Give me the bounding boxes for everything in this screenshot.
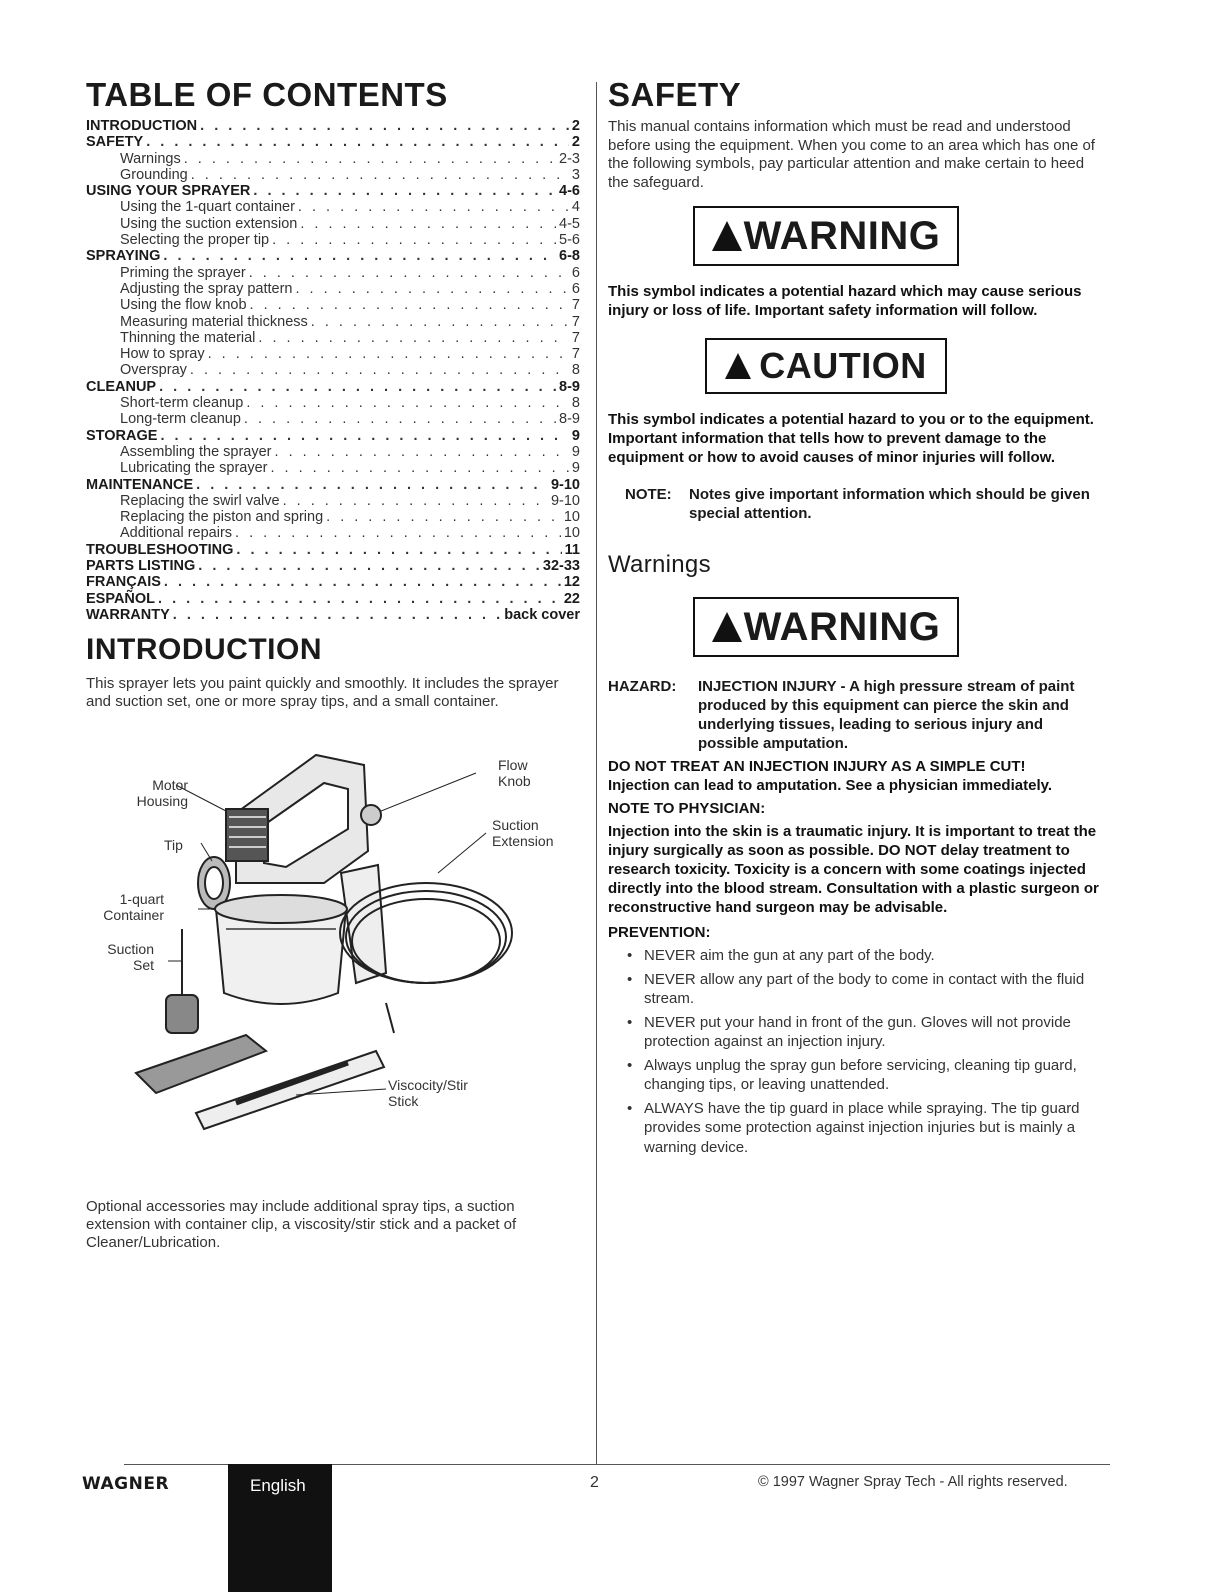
toc-entry-title: Grounding [120, 166, 188, 183]
toc-entry-page: 4-6 [559, 183, 580, 200]
toc-leader-dots [163, 248, 556, 264]
injection-text: Injection can lead to amputation. See a physician immediately. [608, 777, 1053, 794]
toc-leader-dots [298, 199, 569, 215]
toc-entry-title: Using the suction extension [120, 215, 298, 232]
toc-entry-page: 7 [571, 329, 580, 346]
toc-entry-page: 9 [571, 427, 580, 444]
container-label: 1-quart Container [103, 891, 164, 924]
note-block [608, 485, 1108, 523]
toc-entry-title: Measuring material thickness [120, 313, 308, 330]
toc-leader-dots [200, 118, 569, 134]
toc-leader-dots [311, 314, 569, 330]
caution-triangle-icon [725, 353, 751, 379]
toc-entry [86, 167, 580, 183]
toc-entry-title: Priming the sprayer [120, 264, 246, 281]
toc-entry-title: WARRANTY [86, 606, 170, 623]
toc-entry [86, 444, 580, 460]
warning-sign-label: WARNING [743, 213, 941, 258]
toc-entry-page: 9-10 [550, 476, 580, 493]
list-item: • Always unplug the spray gun before servicing, cleaning tip guard, changing tips, or leaving unattended. [624, 1056, 1108, 1095]
toc-entry-title: Replacing the piston and spring [120, 509, 324, 526]
toc-entry-page: 9 [571, 443, 580, 460]
hazard-block [608, 677, 1108, 753]
toc-leader-dots [190, 362, 569, 378]
toc-entry [86, 248, 580, 264]
prevention-list [608, 946, 1108, 1157]
right-column [608, 76, 1108, 1161]
toc-entry-title: INTRODUCTION [86, 118, 198, 134]
caution-sign [705, 338, 947, 394]
safety-title: SAFETY [608, 76, 742, 113]
warning-triangle-icon [712, 221, 742, 251]
copyright-text: © 1997 Wagner Spray Tech - All rights reserved. [758, 1474, 1068, 1490]
list-item: • ALWAYS have the tip guard in place while spraying. The tip guard provides some protection against injection injuries but is mainly a warning device. [624, 1099, 1108, 1158]
toc-entry-title: Thinning the material [120, 329, 256, 346]
toc-leader-dots [208, 346, 569, 362]
note-label: NOTE: [625, 486, 672, 503]
toc-leader-dots [159, 379, 556, 395]
toc-entry [86, 591, 580, 607]
toc-leader-dots [253, 183, 556, 199]
toc-leader-dots [235, 525, 561, 541]
toc-entry [86, 330, 580, 346]
toc-leader-dots [283, 493, 548, 509]
toc-leader-dots [236, 542, 561, 558]
toc-entry [86, 525, 580, 541]
toc-entry [86, 297, 580, 313]
warning-sign [693, 206, 959, 266]
hazard-text: INJECTION INJURY - A high pressure stream of paint produced by this equipment can pierce the skin and underlying tissues, leading to serious injury and possible amputation. [698, 678, 1075, 752]
toc-entry-page: 7 [571, 297, 580, 314]
toc-entry-page: 6 [571, 264, 580, 281]
toc-leader-dots [198, 558, 540, 574]
toc-entry [86, 428, 580, 444]
toc-entry-page: 3 [571, 166, 580, 183]
toc-leader-dots [250, 297, 569, 313]
toc-entry-title: FRANÇAIS [86, 574, 161, 591]
toc-entry [86, 460, 580, 476]
prevention-label: PREVENTION: [608, 924, 711, 941]
toc-entry-title: How to spray [120, 346, 205, 363]
toc-entry [86, 411, 580, 427]
toc-entry-page: 7 [571, 313, 580, 330]
toc-entry-page: 2 [571, 118, 580, 134]
toc-entry-title: Long-term cleanup [120, 411, 241, 428]
warning-triangle-icon [712, 612, 742, 642]
toc-entry-page: 4 [571, 199, 580, 216]
do-not-treat-text: DO NOT TREAT AN INJECTION INJURY AS A SIMPLE CUT! [608, 758, 1026, 775]
introduction-title: INTRODUCTION [86, 633, 322, 667]
toc-entry-title: USING YOUR SPRAYER [86, 183, 251, 200]
list-item: • NEVER allow any part of the body to come in contact with the fluid stream. [624, 970, 1108, 1009]
toc-leader-dots [300, 216, 556, 232]
toc-entry [86, 477, 580, 493]
toc-leader-dots [272, 232, 556, 248]
toc-entry-title: Short-term cleanup [120, 395, 244, 412]
toc-entry-page: 2-3 [559, 150, 580, 167]
stir-stick-label: Viscocity/Stir Stick [388, 1077, 468, 1110]
tip-label: Tip [164, 837, 183, 854]
warnings-title: Warnings [608, 551, 711, 578]
motor-housing-label: Motor Housing [136, 777, 188, 810]
toc-entry [86, 379, 580, 395]
toc-leader-dots [244, 411, 556, 427]
caution-description: This symbol indicates a potential hazard to you or to the equipment. Important information that tells how to prevent damage to the equipment or how to avoid causes of minor injuries will follow. [608, 411, 1094, 466]
toc-entry [86, 314, 580, 330]
toc-entry-title: Selecting the proper tip [120, 232, 270, 249]
toc-entry [86, 558, 580, 574]
toc-entry-page: 5-6 [559, 232, 580, 249]
toc-leader-dots [271, 460, 569, 476]
toc-title: TABLE OF CONTENTS [86, 76, 448, 113]
toc-entry-page: 10 [563, 509, 580, 526]
toc-entry-title: Warnings [120, 150, 181, 167]
toc-leader-dots [164, 574, 561, 590]
list-item: • NEVER aim the gun at any part of the body. [624, 946, 1108, 966]
toc-entry [86, 151, 580, 167]
toc-entry-page: 8-9 [559, 411, 580, 428]
toc-leader-dots [258, 330, 569, 346]
safety-intro-text: This manual contains information which must be read and understood before using the equipment. When you come to an area which has one of the following symbols, pay particular attention and make certain to heed the safeguard. [608, 118, 1095, 191]
page-number: 2 [590, 1474, 599, 1491]
toc-entry-page: 6 [571, 280, 580, 297]
toc-entry-title: CLEANUP [86, 378, 157, 395]
toc-entry [86, 216, 580, 232]
toc-entry-page: 2 [571, 134, 580, 151]
toc-entry [86, 346, 580, 362]
toc-entry-page: 8-9 [559, 378, 580, 395]
toc-entry [86, 199, 580, 215]
toc-entry [86, 607, 580, 623]
optional-accessories-text: Optional accessories may include additional spray tips, a suction extension with container clip, a viscosity/stir stick and a packet of Cleaner/Lubrication. [86, 1198, 517, 1251]
warning-sign-2 [693, 597, 959, 657]
toc-leader-dots [158, 591, 561, 607]
toc-entry-page: 9 [571, 460, 580, 477]
toc-entry-page: back cover [504, 606, 580, 623]
toc-entry-title: Replacing the swirl valve [120, 492, 280, 509]
toc-entry-title: ESPAÑOL [86, 590, 156, 607]
list-item: • NEVER put your hand in front of the gun. Gloves will not provide protection against an injection injury. [624, 1013, 1108, 1052]
toc-entry-title: PARTS LISTING [86, 558, 196, 575]
toc-entry-title: Overspray [120, 362, 187, 379]
toc-entry-title: Lubricating the sprayer [120, 460, 268, 477]
toc-entry-page: 22 [563, 590, 580, 607]
wagner-logo [82, 1474, 169, 1494]
toc-entry-title: Assembling the sprayer [120, 443, 272, 460]
toc-entry [86, 395, 580, 411]
toc-entry-title: MAINTENANCE [86, 476, 194, 493]
toc-entry-page: 8 [571, 362, 580, 379]
toc-leader-dots [146, 134, 569, 150]
sprayer-illustration [86, 733, 580, 1153]
toc-entry-title: SAFETY [86, 134, 144, 151]
toc-entry-page: 32-33 [542, 558, 580, 575]
language-tab-label: English [250, 1476, 306, 1495]
table-of-contents [86, 118, 580, 623]
toc-entry [86, 493, 580, 509]
physician-text: Injection into the skin is a traumatic injury. It is important to treat the injury surgically as soon as possible. DO NOT delay treatment to research toxicity. Toxicity is a concern with some coatings injected directly into the blood stream. Consultation with a plastic surgeon or reconstructive hand surgeon may be advisable. [608, 823, 1099, 916]
toc-entry [86, 542, 580, 558]
warning-sign-2-label: WARNING [743, 604, 941, 649]
toc-entry-page: 4-5 [559, 215, 580, 232]
toc-leader-dots [196, 477, 548, 493]
toc-leader-dots [275, 444, 569, 460]
toc-entry [86, 183, 580, 199]
toc-leader-dots [246, 395, 569, 411]
toc-leader-dots [326, 509, 561, 525]
toc-entry-title: Adjusting the spray pattern [120, 280, 293, 297]
note-to-physician-label: NOTE TO PHYSICIAN: [608, 800, 766, 817]
brand-name: WAGNER [82, 1474, 170, 1494]
suction-set-label: Suction Set [107, 941, 154, 974]
toc-entry-page: 12 [563, 574, 580, 591]
caution-sign-label: CAUTION [759, 345, 927, 386]
toc-entry-title: Additional repairs [120, 525, 233, 542]
toc-entry [86, 232, 580, 248]
toc-entry [86, 118, 580, 134]
note-text: Notes give important information which should be given special attention. [689, 486, 1090, 522]
toc-entry-title: Using the 1-quart container [120, 199, 295, 216]
toc-entry [86, 265, 580, 281]
toc-entry-page: 6-8 [559, 248, 580, 265]
hazard-label: HAZARD: [608, 678, 677, 695]
toc-entry [86, 281, 580, 297]
toc-entry-page: 7 [571, 346, 580, 363]
toc-leader-dots [296, 281, 569, 297]
toc-entry [86, 509, 580, 525]
toc-entry-title: STORAGE [86, 427, 158, 444]
toc-entry-title: Using the flow knob [120, 297, 247, 314]
toc-entry-page: 9-10 [550, 492, 580, 509]
language-tab [228, 1464, 332, 1592]
toc-leader-dots [160, 428, 568, 444]
flow-knob-label: Flow Knob [498, 757, 531, 790]
toc-leader-dots [191, 167, 569, 183]
toc-entry-page: 8 [571, 395, 580, 412]
column-divider [596, 82, 597, 1464]
left-column [86, 76, 580, 1251]
toc-entry-title: SPRAYING [86, 248, 161, 265]
toc-entry [86, 574, 580, 590]
toc-entry-page: 11 [564, 541, 580, 558]
toc-leader-dots [184, 151, 556, 167]
toc-entry-page: 10 [563, 525, 580, 542]
warning-description: This symbol indicates a potential hazard which may cause serious injury or loss of life. Important safety information will follow. [608, 283, 1082, 319]
toc-entry-title: TROUBLESHOOTING [86, 541, 234, 558]
toc-leader-dots [249, 265, 569, 281]
suction-extension-label: Suction Extension [492, 817, 554, 850]
introduction-text: This sprayer lets you paint quickly and smoothly. It includes the sprayer and suction set, one or more spray tips, and a small container. [86, 675, 559, 711]
toc-leader-dots [173, 607, 501, 623]
toc-entry [86, 134, 580, 150]
toc-entry [86, 362, 580, 378]
